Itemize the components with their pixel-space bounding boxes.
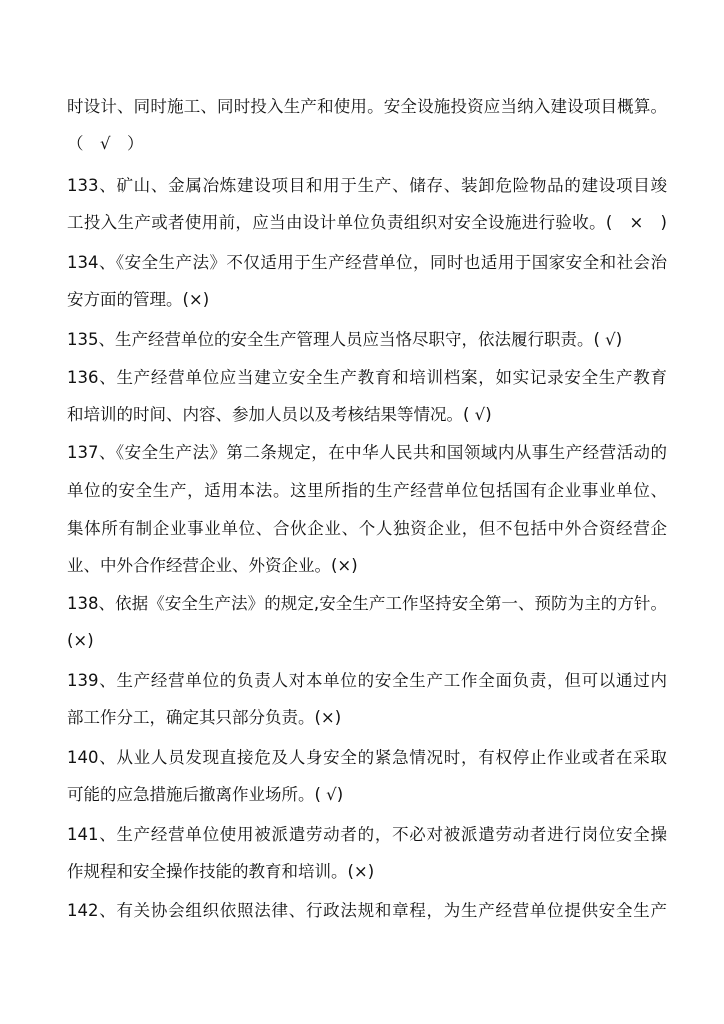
question-139-line-1: 139、生产经营单位的负责人对本单位的安全生产工作全面负责，但可以通过内 bbox=[67, 671, 667, 690]
question-140-line-2: 可能的应急措施后撤离作业场所。( √) bbox=[67, 785, 344, 804]
question-137-line-3: 集体所有制企业事业单位、合伙企业、个人独资企业，但不包括中外合资经营企 bbox=[67, 519, 667, 538]
question-137-line-1: 137、《安全生产法》第二条规定，在中华人民共和国领域内从事生产经营活动的 bbox=[67, 443, 667, 462]
question-142-line-1: 142、有关协会组织依照法律、行政法规和章程，为生产经营单位提供安全生产 bbox=[67, 901, 667, 920]
text-line: 时设计、同时施工、同时投入生产和使用。安全设施投资应当纳入建设项目概算。 bbox=[67, 97, 667, 116]
question-133-line-1: 133、矿山、金属冶炼建设项目和用于生产、储存、装卸危险物品的建设项目竣 bbox=[67, 176, 667, 195]
question-141-line-1: 141、生产经营单位使用被派遣劳动者的，不必对被派遣劳动者进行岗位安全操 bbox=[67, 825, 667, 844]
question-134-line-1: 134、《安全生产法》不仅适用于生产经营单位，同时也适用于国家安全和社会治 bbox=[67, 253, 667, 272]
question-140-line-1: 140、从业人员发现直接危及人身安全的紧急情况时，有权停止作业或者在采取 bbox=[67, 748, 667, 767]
question-134-line-2: 安方面的管理。(×) bbox=[67, 290, 210, 309]
question-137-line-2: 单位的安全生产，适用本法。这里所指的生产经营单位包括国有企业事业单位、 bbox=[67, 481, 667, 500]
question-136-line-1: 136、生产经营单位应当建立安全生产教育和培训档案，如实记录安全生产教育 bbox=[67, 368, 667, 387]
question-133-line-2: 工投入生产或者使用前，应当由设计单位负责组织对安全设施进行验收。( × ) bbox=[67, 213, 667, 232]
question-138-line-1: 138、依据《安全生产法》的规定,安全生产工作坚持安全第一、预防为主的方针。 bbox=[67, 594, 667, 613]
answer-line: （ √ ） bbox=[67, 134, 144, 153]
question-138-line-2: (×) bbox=[67, 631, 94, 650]
question-141-line-2: 作规程和安全操作技能的教育和培训。(×) bbox=[67, 862, 375, 881]
question-136-line-2: 和培训的时间、内容、参加人员以及考核结果等情况。( √) bbox=[67, 405, 492, 424]
question-135-line-1: 135、生产经营单位的安全生产管理人员应当恪尽职守，依法履行职责。( √) bbox=[67, 330, 623, 349]
question-137-line-4: 业、中外合作经营企业、外资企业。(×) bbox=[67, 556, 358, 575]
question-139-line-2: 部工作分工，确定其只部分负责。(×) bbox=[67, 708, 342, 727]
